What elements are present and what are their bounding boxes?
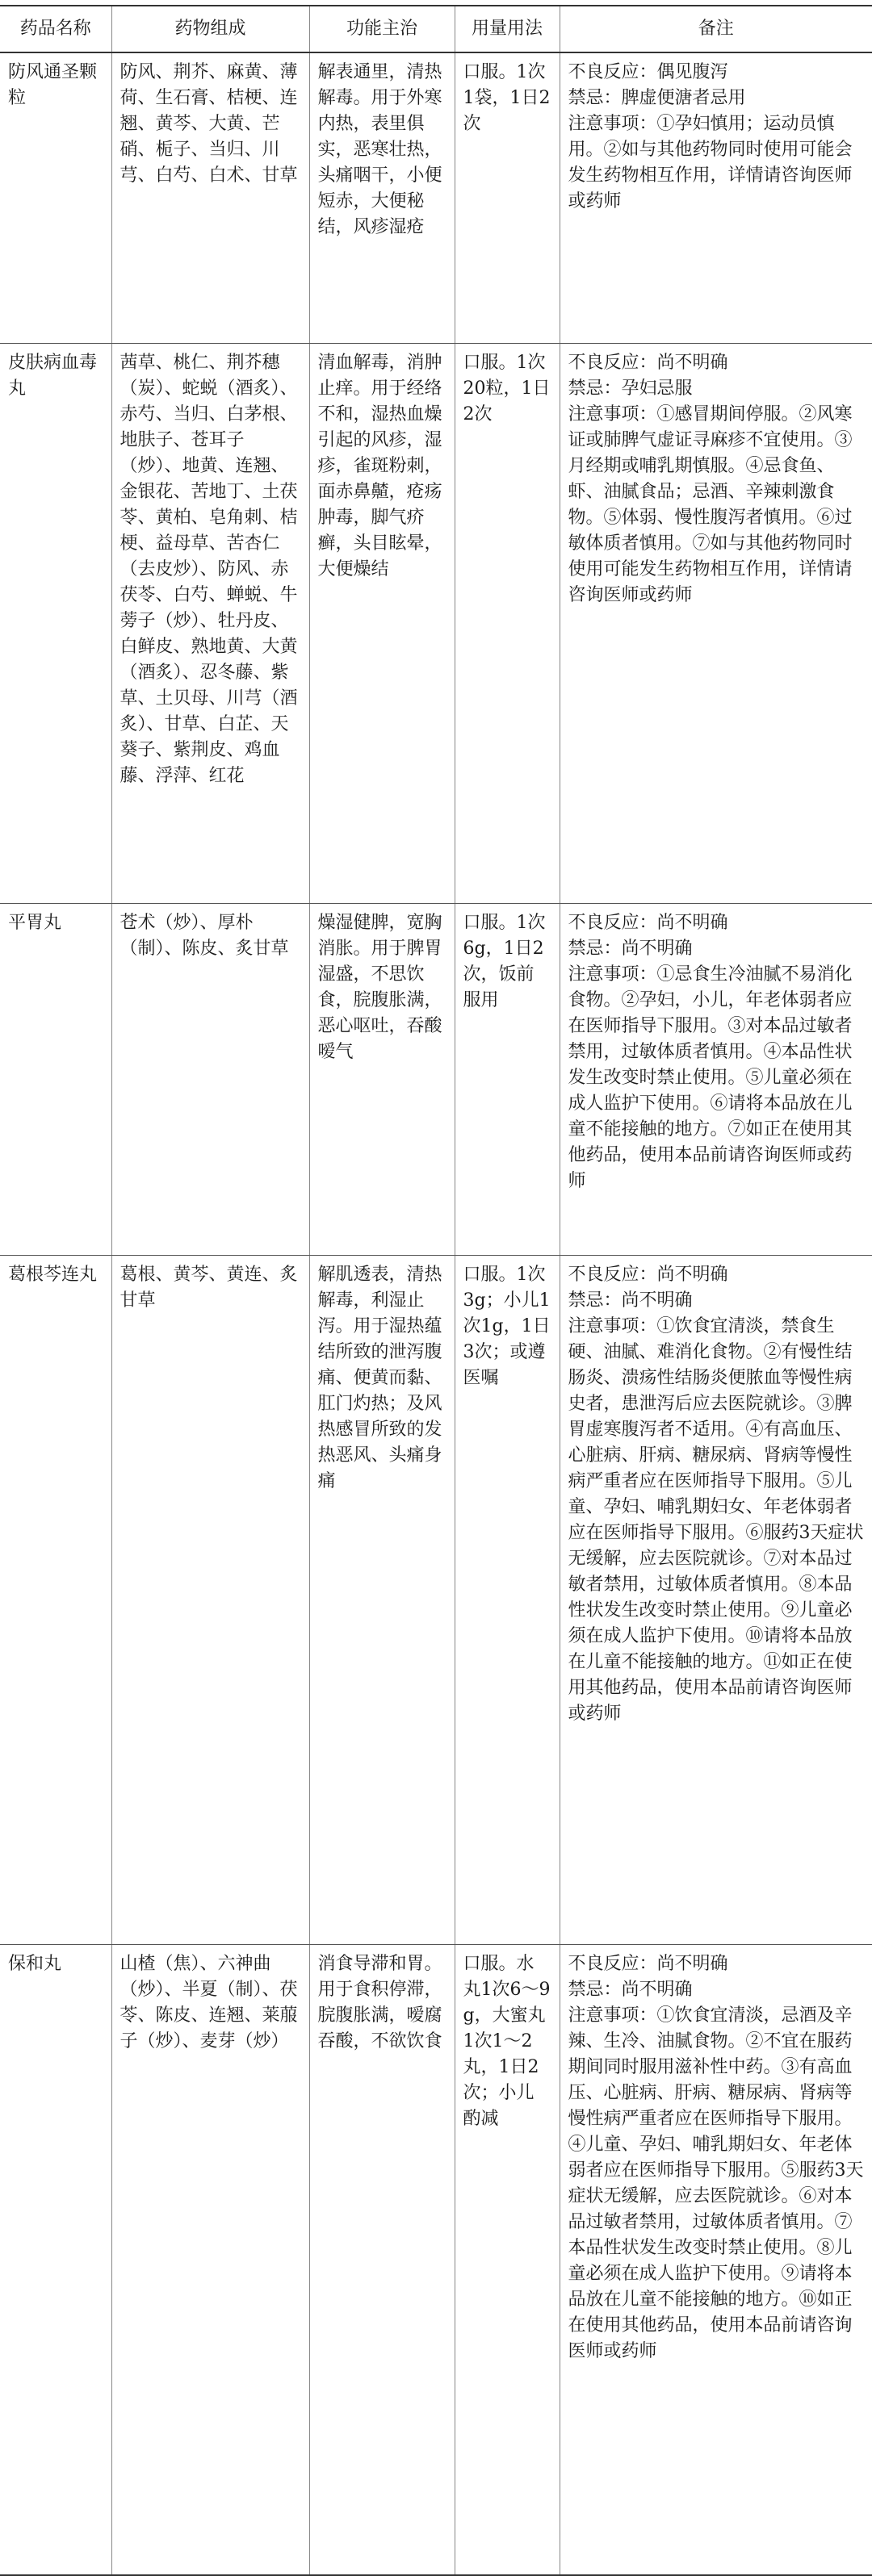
table-row	[0, 1255, 872, 1944]
drug-name-cell: 平胃丸	[0, 903, 111, 1255]
header-composition: 药物组成	[111, 6, 309, 52]
usage-cell: 口服。1次20粒，1日2次	[455, 343, 560, 903]
table-header-row	[0, 6, 872, 52]
header-notes: 备注	[560, 6, 872, 52]
header-function: 功能主治	[309, 6, 455, 52]
function-cell: 消食导滞和胃。用于食积停滞，脘腹胀满，嗳腐吞酸，不欲饮食	[309, 1944, 455, 2575]
function-cell: 清血解毒，消肿止痒。用于经络不和，湿热血燥引起的风疹，湿疹，雀斑粉刺，面赤鼻齄，疮疡肿毒，脚气疥癣，头目眩晕，大便燥结	[309, 343, 455, 903]
drug-name-cell: 保和丸	[0, 1944, 111, 2575]
function-cell: 燥湿健脾，宽胸消胀。用于脾胃湿盛，不思饮食，脘腹胀满，恶心呕吐，吞酸嗳气	[309, 903, 455, 1255]
table-row	[0, 52, 872, 343]
notes-cell: 不良反应：尚不明确 禁忌：尚不明确 注意事项：①饮食宜清淡，禁食生硬、油腻、难消化食物。②有慢性结肠炎、溃疡性结肠炎便脓血等慢性病史者，患泄泻后应去医院就诊。③脾胃虚寒腹泻者不适用。④有高血压、心脏病、肝病、糖尿病、肾病等慢性病严重者应在医师指导下服用。⑤儿童、孕妇、哺乳期妇女、年老体弱者应在医师指导下服用。⑥服药3天症状无缓解，应去医院就诊。⑦对本品过敏者禁用，过敏体质者慎用。⑧本品性状发生改变时禁止使用。⑨儿童必须在成人监护下使用。⑩请将本品放在儿童不能接触的地方。⑪如正在使用其他药品，使用本品前请咨询医师或药师	[560, 1255, 872, 1944]
composition-cell: 茜草、桃仁、荆芥穗（炭）、蛇蜕（酒炙）、赤芍、当归、白茅根、地肤子、苍耳子（炒）、地黄、连翘、金银花、苦地丁、土茯苓、黄柏、皂角刺、桔梗、益母草、苦杏仁（去皮炒）、防风、赤茯苓、白芍、蝉蜕、牛蒡子（炒）、牡丹皮、白鲜皮、熟地黄、大黄（酒炙）、忍冬藤、紫草、土贝母、川芎（酒炙）、甘草、白芷、天葵子、紫荆皮、鸡血藤、浮萍、红花	[111, 343, 309, 903]
function-cell: 解表通里，清热解毒。用于外寒内热，表里俱实，恶寒壮热，头痛咽干，小便短赤，大便秘结，风疹湿疮	[309, 52, 455, 343]
notes-cell: 不良反应：偶见腹泻 禁忌：脾虚便溏者忌用 注意事项：①孕妇慎用；运动员慎用。②如与其他药物同时使用可能会发生药物相互作用，详情请咨询医师或药师	[560, 52, 872, 343]
drug-name-cell: 皮肤病血毒丸	[0, 343, 111, 903]
drug-name-cell: 防风通圣颗粒	[0, 52, 111, 343]
drug-name-cell: 葛根芩连丸	[0, 1255, 111, 1944]
drug-table	[0, 5, 872, 2576]
notes-cell: 不良反应：尚不明确 禁忌：孕妇忌服 注意事项：①感冒期间停服。②风寒证或肺脾气虚证寻麻疹不宜使用。③月经期或哺乳期慎服。④忌食鱼、虾、油腻食品；忌酒、辛辣刺激食物。⑤体弱、慢性腹泻者慎用。⑥过敏体质者慎用。⑦如与其他药物同时使用可能发生药物相互作用，详情请咨询医师或药师	[560, 343, 872, 903]
usage-cell: 口服。1次6g，1日2次，饭前服用	[455, 903, 560, 1255]
composition-cell: 山楂（焦）、六神曲（炒）、半夏（制）、茯苓、陈皮、连翘、莱菔子（炒）、麦芽（炒）	[111, 1944, 309, 2575]
notes-cell: 不良反应：尚不明确 禁忌：尚不明确 注意事项：①忌食生冷油腻不易消化食物。②孕妇，小儿，年老体弱者应在医师指导下服用。③对本品过敏者禁用，过敏体质者慎用。④本品性状发生改变时禁止使用。⑤儿童必须在成人监护下使用。⑥请将本品放在儿童不能接触的地方。⑦如正在使用其他药品，使用本品前请咨询医师或药师	[560, 903, 872, 1255]
usage-cell: 口服。1次1袋，1日2次	[455, 52, 560, 343]
header-drug-name: 药品名称	[0, 6, 111, 52]
function-cell: 解肌透表，清热解毒，利湿止泻。用于湿热蕴结所致的泄泻腹痛、便黄而黏、肛门灼热；及风热感冒所致的发热恶风、头痛身痛	[309, 1255, 455, 1944]
composition-cell: 苍术（炒）、厚朴（制）、陈皮、炙甘草	[111, 903, 309, 1255]
table-row	[0, 343, 872, 903]
table-row	[0, 1944, 872, 2575]
composition-cell: 防风、荆芥、麻黄、薄荷、生石膏、桔梗、连翘、黄芩、大黄、芒硝、栀子、当归、川芎、白芍、白术、甘草	[111, 52, 309, 343]
usage-cell: 口服。水丸1次6～9g，大蜜丸1次1～2丸，1日2次；小儿酌减	[455, 1944, 560, 2575]
composition-cell: 葛根、黄芩、黄连、炙甘草	[111, 1255, 309, 1944]
usage-cell: 口服。1次3g；小儿1次1g，1日3次；或遵医嘱	[455, 1255, 560, 1944]
notes-cell: 不良反应：尚不明确 禁忌：尚不明确 注意事项：①饮食宜清淡，忌酒及辛辣、生冷、油腻食物。②不宜在服药期间同时服用滋补性中药。③有高血压、心脏病、肝病、糖尿病、肾病等慢性病严重者应在医师指导下服用。④儿童、孕妇、哺乳期妇女、年老体弱者应在医师指导下服用。⑤服药3天症状无缓解，应去医院就诊。⑥对本品过敏者禁用，过敏体质者慎用。⑦本品性状发生改变时禁止使用。⑧儿童必须在成人监护下使用。⑨请将本品放在儿童不能接触的地方。⑩如正在使用其他药品，使用本品前请咨询医师或药师	[560, 1944, 872, 2575]
header-usage: 用量用法	[455, 6, 560, 52]
table-row	[0, 903, 872, 1255]
